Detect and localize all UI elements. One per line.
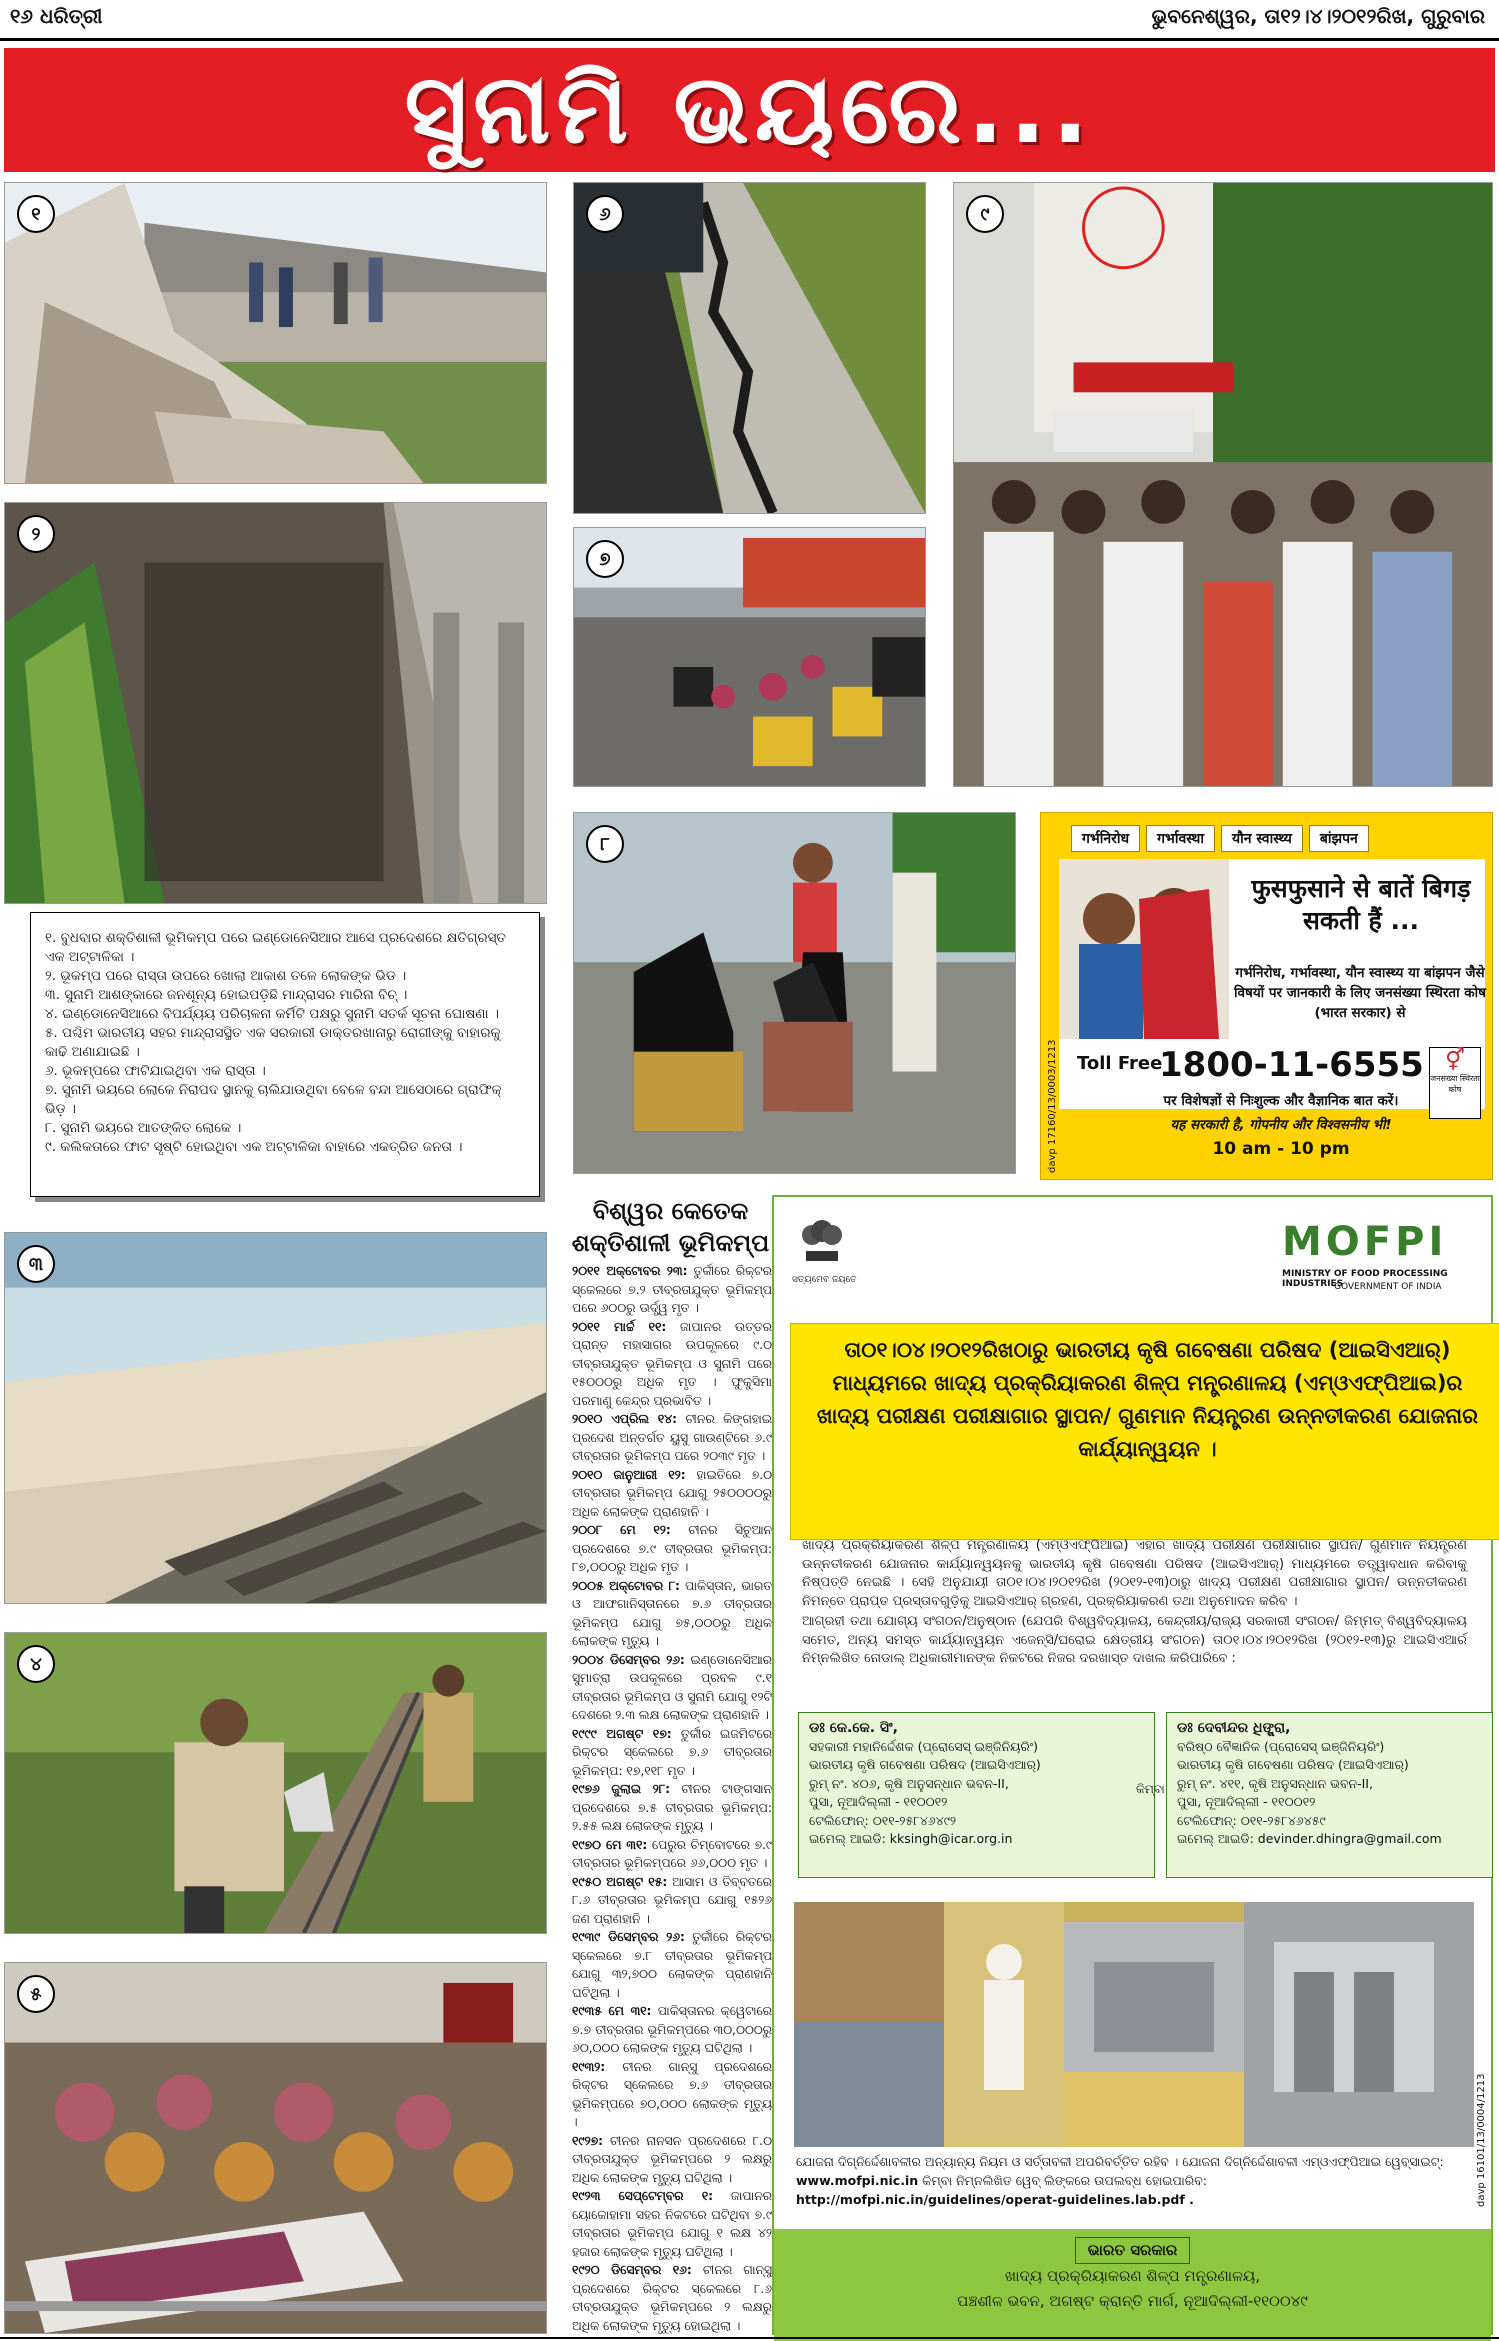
mofpi-title: ତା୦୧।୦୪।୨୦୧୨ରିଖଠାରୁ ଭାରତୀୟ କୃଷି ଗବେଷଣା ପରିଷଦ (ଆଇସିଏଆର୍) ମାଧ୍ୟମରେ ଖାଦ୍ୟ ପ୍ରକ୍ରିୟାକରଣ ଶିଳ୍ପ ମନ୍ତ୍ରଣାଳୟ (ଏମ୍ଓଏଫ୍ପିଆଇ)ର ଖାଦ୍ୟ ପରୀକ୍ଷଣ ପରୀକ୍ଷାଗାର ସ୍ଥାପନ/ ଗୁଣମାନ ନିୟନ୍ତ୍ରଣ ଉନ୍ନତୀକରଣ ଯୋଜନାର କାର୍ଯ୍ୟାନ୍ୱୟନ । <box>790 1323 1499 1540</box>
quake-date: ୧୯୩୫ ମେ ୩୧: <box>572 2004 652 2018</box>
quake-date: ୨୦୦୪ ଡିସେମ୍ବର ୨୬: <box>572 1652 685 1667</box>
quake-entry <box>572 1928 772 2002</box>
contact-line: ଭାରତୀୟ କୃଷି ଗବେଷଣା ପରିଷଦ (ଆଇସିଏଆର୍) <box>1177 1757 1409 1772</box>
headline-banner <box>4 48 1495 172</box>
quake-entry <box>572 2187 772 2261</box>
quake-text: ତୁର୍କୀରେ ରିକ୍ଟର ସ୍କେଲରେ ୭.୮ ତୀବ୍ରତାର ଭୂମିକମ୍ପ ଯୋଗୁ ୩୨,୭୦୦ ଲୋକଙ୍କ ପ୍ରାଣହାନି ଘଟିଥିଲା । <box>572 1930 772 2000</box>
quake-entry <box>572 1410 772 1466</box>
food-processing-photos <box>794 1902 1474 2147</box>
ad-tab: यौन स्वास्थ्य <box>1221 825 1303 852</box>
quake-date: ୧୯୨୭: <box>572 2133 604 2148</box>
quake-entry <box>572 1725 772 1781</box>
photo-hospital-patients <box>4 1962 547 2334</box>
quake-entry <box>572 2002 772 2058</box>
foot-text: ଯୋଜନା ଦିଗ୍ନିର୍ଦ୍ଦେଶାବଳୀର ଅନ୍ୟାନ୍ୟ ନିୟମ ଓ ସର୍ତ୍ତାବଳୀ ଅପରିବର୍ତ୍ତିତ ରହିବ । ଯୋଜନା ଦିଗ୍ନିର୍ଦ୍ଦେଶାବଳୀ ଏମ୍ଓଏଫ୍ପିଆଇ ୱେବ୍ସାଇଟ୍: <box>796 2154 1444 2169</box>
health-helpline-ad <box>1040 812 1493 1180</box>
quakes-heading: ବିଶ୍ୱର କେତେକ ଶକ୍ତିଶାଳୀ ଭୂମିକମ୍ପ <box>571 1197 770 1257</box>
photo-number: ୮ <box>586 825 624 863</box>
jsk-logo: ⚥ जनसंख्या स्थिरता कोष <box>1429 1047 1481 1119</box>
quake-entry <box>572 2261 772 2335</box>
photo-number: ୪ <box>17 1645 55 1683</box>
or-word: କିମ୍ବା <box>1136 1782 1165 1796</box>
quake-text: ଚୀନର କିଙ୍ଗହାଇ ପ୍ରଦେଶ ଅନ୍ତର୍ଗତ ୟୁସୁ ଗାଉଣ୍ଟିରେ ୬.୯ ତୀବ୍ରତାର ଭୂମିକମ୍ପ ପରେ ୨୦୩୯ ମୃତ । <box>572 1412 773 1463</box>
quake-text: ଚୀନର ଗାନ୍ସୁ ପ୍ରଦେଶରେ ରିକ୍ଟର ସ୍କେଲରେ ୭.୬ ତୀବ୍ରତାର ଭୂମିକମ୍ପରେ ୭୦,୦୦୦ ଲୋକଙ୍କ ମୃତ୍ୟୁ । <box>572 2059 772 2129</box>
quake-text: ପେରୁର ଚିମ୍ବୋଟରେ ୭.୯ ତୀବ୍ରତାର ଭୂମିକମ୍ପରେ ୬୬,୦୦୦ ମୃତ । <box>572 1837 773 1870</box>
mofpi-brand: MOFPI <box>1282 1219 1448 1265</box>
quake-date: ୨୦୧୦ ଏପ୍ରିଲ ୧୪: <box>572 1412 678 1426</box>
quake-date: ୧୯୯୯ ଅଗଷ୍ଟ ୧୭: <box>572 1726 672 1741</box>
caption-7: ୭. ସୁନାମି ଭୟରେ ଲୋକେ ନିରାପଦ ସ୍ଥାନକୁ ଚାଲିଯାଉଥିବା ବେଳେ ବନ୍ଦା ଆସେଠାରେ ଗ୍ରାଫିକ୍ ଭିଡ଼ । <box>45 1082 502 1117</box>
ad-topic-tabs <box>1071 825 1369 852</box>
mofpi-brand-sub2: GOVERNMENT OF INDIA <box>1334 1282 1442 1292</box>
jsk-logo-text: जनसंख्या स्थिरता कोष <box>1430 1074 1480 1094</box>
quake-text: ଚୀନର ନାନସନ ପ୍ରଦେଶରେ ୮.୦ ତୀବ୍ରତାଯୁକ୍ତ ଭୂମିକମ୍ପରେ ୨ ଲକ୍ଷରୁ ଅଧିକ ଲୋକଙ୍କ ମୃତ୍ୟୁ ଘଟିଥିଲା । <box>572 2133 772 2185</box>
ad-headline: फुसफुसाने से बातें बिगड़ सकती हैं ... <box>1251 874 1471 935</box>
quake-entry <box>572 1318 772 1411</box>
contact-line: ପୁସା, ନୂଆଦିଲ୍ଲୀ - ୧୧୦୦୧୨ <box>1177 1794 1316 1809</box>
quake-entry <box>572 2132 772 2188</box>
mofpi-signature-block <box>774 2229 1491 2341</box>
photo-collapsed-building <box>4 182 547 484</box>
quake-entry <box>572 1577 772 1651</box>
quake-entry <box>572 1836 772 1873</box>
caption-1: ୧. ବୁଧବାର ଶକ୍ତିଶାଳୀ ଭୂମିକମ୍ପ ପରେ ଇଣ୍ଡୋନେସିଆର ଆସେ ପ୍ରଦେଶରେ କ୍ଷତିଗ୍ରସ୍ତ ଏକ ଅଟ୍ଟାଳିକା । <box>45 930 507 965</box>
ministry-name: ଖାଦ୍ୟ ପ୍ରକ୍ରିୟାକରଣ ଶିଳ୍ପ ମନ୍ତ୍ରଣାଳୟ, <box>1004 2267 1261 2285</box>
quake-entry <box>572 2058 772 2132</box>
photo-cracked-building-crowd <box>953 182 1493 787</box>
foot-text-2: କିମ୍ବା ନିମ୍ନଲିଖିତ ୱେବ୍ ଲିଙ୍କରେ ଉପଲବ୍ଧ ହୋଇପାରିବ: <box>918 2173 1207 2188</box>
quake-date: ୨୦୧୦ ଜାନୁଆରୀ ୧୨: <box>572 1467 686 1482</box>
ad-tab: गर्भनिरोध <box>1071 825 1140 852</box>
quake-date: ୨୦୧୧ ଅକ୍ଟୋବର ୨୩: <box>572 1264 688 1278</box>
quake-date: ୧୯୩୨: <box>572 2059 606 2074</box>
mofpi-body-para2: ଆଗ୍ରହୀ ତଥା ଯୋଗ୍ୟ ସଂଗଠନ/ଅନୁଷ୍ଠାନ (ଯେପରି ବିଶ୍ୱବିଦ୍ୟାଳୟ, କେନ୍ଦ୍ରୀୟ/ରାଜ୍ୟ ସରକାରୀ ସଂଗଠନ/ ଜିମ୍ମତ୍ ବିଶ୍ୱବିଦ୍ୟାଳୟ ସମେତ, ଅନ୍ୟ ସମସ୍ତ କାର୍ଯ୍ୟାନ୍ୱୟନ ଏଜେନ୍ସି/ଘରୋଇ କ୍ଷେତ୍ରୀୟ ସଂଗଠନ) ତା୦୧।୦୪।୨୦୧୨ରିଖ (୨୦୧୨-୧୩)ରୁ ଆଇସିଏଆର୍ର ନିମ୍ନଲିଖିତ ନୋଡାଲ୍ ଅଧିକାରୀମାନଙ୍କ ନିକଟରେ ନିଜର ଦରଖାସ୍ତ ଦାଖଲ କରିପାରିବେ : <box>802 1614 1467 1666</box>
contact-name: ଡଃ ଦେବୀନ୍ଦର ଧିଙ୍ଗ୍ରା, <box>1177 1720 1291 1736</box>
quake-date: ୨୦୧୧ ମାର୍ଚ୍ଚ ୧୧: <box>572 1319 667 1334</box>
ad-tab: बांझपन <box>1309 825 1369 852</box>
mofpi-ad <box>772 1195 1493 2335</box>
mofpi-website-link[interactable]: www.mofpi.nic.in <box>796 2173 919 2188</box>
quake-entry <box>572 1262 772 1318</box>
photo-traffic-jam <box>573 527 926 787</box>
quake-date: ୧୯୩୯ ଡିସେମ୍ବର ୨୬: <box>572 1930 685 1944</box>
davp-code-2: davp 16101/13/0004/1213 <box>1476 2073 1487 2207</box>
quake-date: ୧୯୨୩ ସେପ୍ଟେମ୍ବର ୧: <box>572 2189 714 2203</box>
photo-empty-beach <box>4 1232 547 1604</box>
gov-label: ଭାରତ ସରକାର <box>1075 2237 1191 2264</box>
quake-date: ୨୦୦୮ ମେ ୧୨: <box>572 1523 671 1537</box>
mofpi-footnote <box>796 2152 1471 2209</box>
contact-line: ବରିଷ୍ଠ ବୈଜ୍ଞାନିକ (ପ୍ରୋସେସ୍ ଇଞ୍ଜିନିୟରିଂ) <box>1177 1738 1385 1754</box>
photo-number: ୨ <box>17 515 55 553</box>
bottom-rule <box>0 2337 1499 2339</box>
ad-subtext: गर्भनिरोध, गर्भावस्था, यौन स्वास्थ्य या बांझपन जैसे विषयों पर जानकारी के लिए जनसंख्या स्थिरता कोष (भारत सरकार) से <box>1234 965 1486 1021</box>
tollfree-label: Toll Free <box>1077 1053 1163 1074</box>
ad-tab: गर्भावस्था <box>1146 825 1215 852</box>
quake-text: ଆସାମ ଓ ତିବ୍ବତରେ ୮.୬ ତୀବ୍ରତାର ଭୂମିକମ୍ପ ଯୋଗୁ ୧୫୨୬ ଜଣ ପ୍ରାଣହାନି । <box>572 1874 772 1926</box>
caption-5: ୫. ପଶ୍ଚିମ ଭାରତୀୟ ସହର ମାନ୍ଦ୍ରାସସ୍ଥିତ ଏକ ସରକାରୀ ଡାକ୍ତରଖାନାରୁ ରୋଗୀଙ୍କୁ ବାହାରକୁ କାଢି ଅଣାଯାଇଛି । <box>45 1025 501 1060</box>
caption-6: ୬. ଭୂକମ୍ପରେ ଫାଟିଯାଇଥିବା ଏକ ରାସ୍ତା । <box>45 1063 266 1079</box>
caption-9: ୯. କଲିକତାରେ ଫାଟ ସୃଷ୍ଟି ହୋଇଥିବା ଏକ ଅଟ୍ଟାଳିକା ବାହାରେ ଏକତ୍ରିତ ଜନତା । <box>45 1139 463 1155</box>
tollfree-number[interactable]: 1800-11-6555 <box>1159 1045 1424 1085</box>
quake-date: ୧୯୭୬ ଜୁଲାଇ ୨୮: <box>572 1782 671 1796</box>
masthead-bar <box>0 0 1499 40</box>
contact-line: ରୁମ୍ ନଂ. ୪୧୧, କୃଷି ଅନୁସନ୍ଧାନ ଭବନ-II, <box>1177 1775 1373 1791</box>
photo-number: ୩ <box>17 1245 55 1283</box>
quake-entry <box>572 1651 772 1725</box>
photo-number: ୬ <box>586 195 624 233</box>
ad-line-2: यह सरकारी है, गोपनीय और विश्वसनीय भी! <box>1170 1117 1392 1133</box>
dateline: ଭୁବନେଶ୍ୱର, ତା୧୨।୪।୨୦୧୨ରିଖ, ଗୁରୁବାର <box>1151 4 1485 28</box>
quake-date: ୨୦୦୫ ଅକ୍ଟୋବର ୮: <box>572 1578 680 1593</box>
caption-3: ୩. ସୁନାମି ଆଶଙ୍କାରେ ଜନଶୂନ୍ୟ ହୋଇପଡ଼ିଛି ମାନ୍ଦ୍ରାସର ମାରିନା ବିଚ୍ । <box>45 987 408 1003</box>
mofpi-body <box>802 1537 1467 1671</box>
headline: ସୁନାମି ଭୟରେ... <box>404 53 1095 165</box>
quake-text: ଚୀନର ଗାନ୍ସୁ ପ୍ରଦେଶରେ ରିକ୍ଟର ସ୍କେଲରେ ୮.୬ ତୀବ୍ରତାଯୁକ୍ତ ଭୂମିକମ୍ପରେ ୨ ଲକ୍ଷରୁ ଅଧିକ ଲୋକଙ୍କ ମୃତ୍ୟୁ ହୋଇଥିଲା । <box>572 2263 772 2333</box>
quake-text: ତୁର୍କୀରେ ରିକ୍ଟର ସ୍କେଲରେ ୭.୨ ତୀବ୍ରତାଯୁକ୍ତ ଭୂମିକମ୍ପ ପରେ ୬୦୦ରୁ ଊର୍ଦ୍ଧ୍ୱ ମୃତ । <box>572 1264 772 1315</box>
quake-date: ୧୯୨୦ ଡିସେମ୍ବର ୧୬: <box>572 2263 692 2277</box>
quakes-list <box>572 1262 772 2335</box>
quake-text: ପାକିସ୍ତାନ, ଭାରତ ଓ ଆଫଗାନିସ୍ତାନରେ ୭.୬ ତୀବ୍ରତାର ଭୂମିକମ୍ପ ଯୋଗୁ ୭୫,୦୦୦ରୁ ଅଧିକ ଲୋକଙ୍କ ମୃତ୍ୟୁ । <box>572 1578 772 1648</box>
emblem-motto: ସତ୍ୟମେବ ଜୟତେ <box>792 1275 857 1285</box>
quake-text: ଚୀନର ଟାଙ୍ଗସାନ ପ୍ରଦେଶରେ ୭.୫ ତୀବ୍ରତାର ଭୂମିକମ୍ପ: ୨.୫୫ ଲକ୍ଷ ଲୋକଙ୍କ ମୃତ୍ୟୁ । <box>572 1782 772 1833</box>
photo-number: ୭ <box>586 540 624 578</box>
contact-line: ରୁମ୍ ନଂ. ୪୦୬, କୃଷି ଅନୁସନ୍ଧାନ ଭବନ-II, <box>809 1775 1009 1791</box>
contact-line: ଟେଲିଫୋନ୍: ୦୧୧-୨୫୮୪୬୪୯୨ <box>809 1812 957 1828</box>
contact-line: ଟେଲିଫୋନ୍: ୦୧୧-୨୫୮୪୬୪୫୯ <box>1177 1812 1326 1828</box>
top-rule <box>0 38 1499 41</box>
contact-line: ସହକାରୀ ମହାନିର୍ଦ୍ଦେଶକ (ପ୍ରୋସେସ୍ ଇଞ୍ଜିନିୟରିଂ) <box>809 1738 1038 1754</box>
quake-text: ଜାପାନର ଉତ୍ତର ପ୍ରାନ୍ତ ମହାସାଗର ଉପକୂଳରେ ୯.୦ ତୀବ୍ରତାଯୁକ୍ତ ଭୂମିକମ୍ପ ଓ ସୁନାମି ପରେ ୧୫୦୦୦ରୁ ଅଧିକ ମୃତ । ଫୁକୁସିମା ପରମାଣୁ କେନ୍ଦ୍ର ପ୍ରଭାବିତ । <box>572 1319 772 1408</box>
ministry-address: ପଞ୍ଚଶୀଳ ଭବନ, ଅଗଷ୍ଟ କ୍ରାନ୍ତି ମାର୍ଗ, ନୂଆଦିଲ୍ଲୀ-୧୧୦୦୪୯ <box>957 2292 1308 2310</box>
photo-crowd-street <box>4 502 547 904</box>
quake-text: ହାଇତିରେ ୭.୦ ତୀବ୍ରତାର ଭୂମିକମ୍ପ ଯୋଗୁ ୨୫୦୦୦୦ରୁ ଅଧିକ ଲୋକଙ୍କ ପ୍ରାଣହାନି । <box>572 1467 773 1519</box>
caption-2: ୨. ଭୂକମ୍ପ ପରେ ରାସ୍ତା ଉପରେ ଖୋଲା ଆକାଶ ତଳେ ଲୋକଙ୍କ ଭିଡ । <box>45 968 407 984</box>
quake-text: ଇଣ୍ଡୋନେସିଆର ସୁମାତ୍ରା ଉପକୂଳରେ ପ୍ରବଳ ୯.୧ ତୀବ୍ରତାର ଭୂମିକମ୍ପ ଓ ସୁନାମି ଯୋଗୁ ୧୨ଟି ଦେଶରେ ୨.୩ ଲକ୍ଷ ଲୋକଙ୍କ ପ୍ରାଣହାନି । <box>572 1652 773 1722</box>
quake-date: ୧୯୫୦ ଅଗଷ୍ଟ ୧୫: <box>572 1874 668 1889</box>
mofpi-ad-header <box>774 1197 1491 1315</box>
quake-text: ତୁର୍କୀର ଇଜମିଟରେ ରିକ୍ଟର ସ୍କେଲରେ ୭.୬ ତୀବ୍ରତାର ଭୂମିକମ୍ପ: ୧୭,୧୧୮ ମୃତ । <box>572 1726 772 1778</box>
contact-card-1 <box>798 1712 1155 1878</box>
contact-line: ପୁସା, ନୂଆଦିଲ୍ଲୀ - ୧୧୦୦୧୨ <box>809 1794 948 1809</box>
contact-email[interactable]: ଇମେଲ୍ ଆଇଡି: devinder.dhingra@gmail.com <box>1177 1831 1442 1846</box>
contact-name: ଡଃ କେ.କେ. ସିଂ, <box>809 1720 898 1736</box>
contact-card-2 <box>1166 1712 1493 1878</box>
mofpi-brand-sub1: MINISTRY OF FOOD PROCESSING INDUSTRIES <box>1282 1269 1448 1289</box>
ad-women-photo <box>1059 859 1229 1039</box>
quake-entry <box>572 1521 772 1577</box>
quake-text: ଜାପାନର ୟୋକୋହାମା ସହର ନିକଟରେ ଘଟିଥିବା ୭.୯ ତୀବ୍ରତାର ଭୂମିକମ୍ପ ଯୋଗୁ ୧ ଲକ୍ଷ ୪୨ ହଜାର ଲୋକଙ୍କ ମୃତ୍ୟୁ ଘଟିଥିଲା । <box>572 2189 772 2259</box>
caption-4: ୪. ଇଣ୍ଡୋନେସିଆରେ ବିପର୍ଯ୍ୟୟ ପରିଚାଳନା କର୍ମିଟି ପକ୍ଷରୁ ସୁନାମି ସତର୍କ ସୂଚନା ଘୋଷଣା । <box>45 1006 499 1022</box>
contact-line: ଭାରତୀୟ କୃଷି ଗବେଷଣା ପରିଷଦ (ଆଇସିଏଆର୍) <box>809 1757 1041 1772</box>
photo-number: ୯ <box>966 195 1004 233</box>
ad-hours: 10 am - 10 pm <box>1212 1139 1350 1159</box>
quake-text: ପାକିସ୍ତାନର କ୍ୱେଟାରେ ୭.୭ ତୀବ୍ରତାର ଭୂମିକମ୍ପରେ ୩୦,୦୦୦ରୁ ୬୦,୦୦୦ ଲୋକଙ୍କ ମୃତ୍ୟୁ ଘଟିଥିଲା । <box>572 2004 772 2055</box>
photo-frightened-people <box>573 812 1016 1174</box>
quake-text: ଚୀନର ସିଚୁଆନ ପ୍ରଦେଶରେ ୭.୯ ତୀବ୍ରତାର ଭୂମିକମ୍ପ: ୮୭,୦୦୦ରୁ ଅଧିକ ମୃତ । <box>572 1523 773 1574</box>
photo-number: ୧ <box>17 195 55 233</box>
quake-entry <box>572 1466 772 1522</box>
photo-captions-box <box>30 912 540 1197</box>
ad-line-1: पर विशेषज्ञों से निःशुल्क और वैज्ञानिक बात करें। <box>1163 1093 1399 1109</box>
page-number: ୧୬ ଧରିତ୍ରୀ <box>10 4 103 28</box>
photo-railway-warning <box>4 1632 547 1934</box>
ashoka-emblem-icon <box>800 1211 844 1271</box>
caption-8: ୮. ସୁନାମି ଭୟରେ ଆତଙ୍କିତ ଲୋକେ । <box>45 1120 242 1136</box>
photo-number: ୫ <box>17 1975 55 2013</box>
guidelines-pdf-link[interactable]: http://mofpi.nic.in/guidelines/operat-guidelines.lab.pdf . <box>796 2192 1194 2207</box>
photo-cracked-road <box>573 182 926 514</box>
mofpi-body-para1: ଖାଦ୍ୟ ପ୍ରକ୍ରିୟାକରଣ ଶିଳ୍ପ ମନ୍ତ୍ରଣାଳୟ (ଏମ୍ଓଏଫ୍ପିଆଇ) ଏହାର ଖାଦ୍ୟ ପରୀକ୍ଷଣ ପରୀକ୍ଷାଗାର ସ୍ଥାପନ/ ଗୁଣମାନ ନିୟନ୍ତ୍ରଣ ଉନ୍ନତୀକରଣ ଯୋଜନାର କାର୍ଯ୍ୟାନ୍ୱୟନକୁ ଭାରତୀୟ କୃଷି ଗବେଷଣା ପରିଷଦ (ଆଇସିଏଆର୍) ମାଧ୍ୟମରେ ତତ୍ତ୍ୱାବଧାନ କରିବାକୁ ନିଷ୍ପତ୍ତି ନେଇଛି । ସେହି ଅନୁଯାୟୀ ତା୦୧।୦୪।୨୦୧୨ରିଖ (୨୦୧୨-୧୩)ଠାରୁ ଖାଦ୍ୟ ପରୀକ୍ଷଣ ପରୀକ୍ଷାଗାର ସ୍ଥାପନ/ ଉନ୍ନତୀକରଣ ନିମନ୍ତେ ପ୍ରାପ୍ତ ପ୍ରସ୍ତାବଗୁଡ଼ିକୁ ଆଇସିଏଆର୍ ଗ୍ରହଣ, ପ୍ରକ୍ରିୟାକରଣ ତଥା ଅନୁମୋଦନ କରିବ । <box>802 1538 1467 1609</box>
quake-entry <box>572 1873 772 1929</box>
quake-entry <box>572 1780 772 1836</box>
davp-code: davp 17160/13/0003/1213 <box>1047 1039 1058 1173</box>
contact-email[interactable]: ଇମେଲ୍ ଆଇଡି: kksingh@icar.org.in <box>809 1831 1013 1846</box>
quake-date: ୧୯୭୦ ମେ ୩୧: <box>572 1837 648 1852</box>
